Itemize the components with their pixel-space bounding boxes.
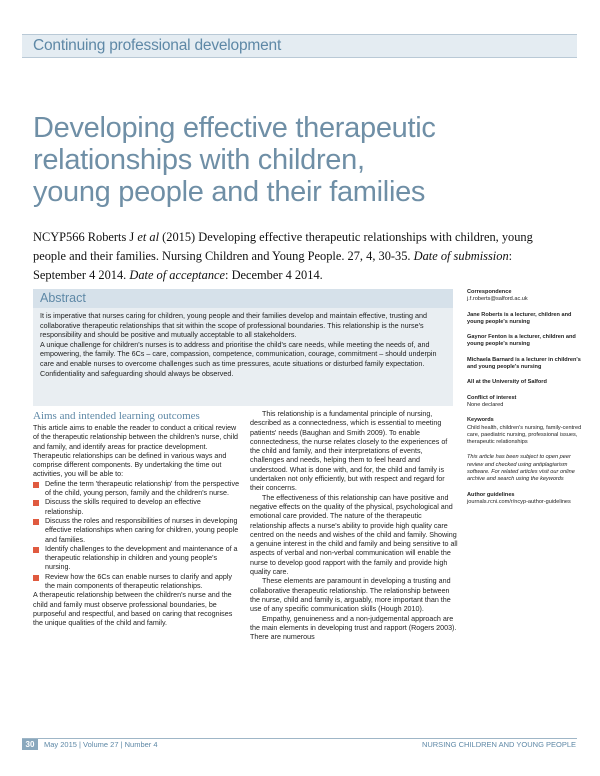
aims-intro: This article aims to enable the reader to conduct a critical review of the therapeutic relationship between the children's nurse, child and family, and identify areas for practice development. Therapeutic relationships can be defined in various ways and comprise different components. By undertaking the time out activities, you will be able to:	[33, 424, 238, 479]
column-left	[33, 424, 241, 629]
aims-heading: Aims and intended learning outcomes	[33, 410, 200, 422]
acceptance-label: Date of acceptance	[129, 268, 226, 282]
square-bullet-icon	[33, 500, 39, 506]
list-item: Discuss the skills required to develop an effective relationship.	[33, 498, 241, 517]
submission-date: September 4 2014.	[33, 268, 127, 282]
body-paragraph: This relationship is a fundamental principle of nursing, described as a connectedness, which is essential to meeting patients' needs (Baughan and Smith 2009). To enable connectedness, the nurse relates closely to the experiences of the child and family, and their interpretations of events, challenges and needs, helping them to feel heard and understood. What is done with, and for, the child and family is undertaken not only efficiently, but with respect and regard for their concerns.	[250, 410, 448, 493]
page-number: 30	[22, 739, 38, 750]
author-bio: Gaynor Fenton is a lecturer, children and young people's nursing	[467, 334, 576, 348]
correspondence-label: Correspondence	[467, 289, 512, 295]
guidelines-label: Author guidelines	[467, 491, 515, 498]
citation-text: (2015) Developing effective therapeutic relationships with children, young people and their families. Nursing Children and Young People. 27, 4, 30-35.	[33, 230, 533, 263]
title-line: Developing effective therapeutic	[33, 112, 436, 144]
abstract-paragraph: It is imperative that nurses caring for children, young people and their families develop and maintain effective, trusting and collaborative therapeutic relationships that sit within the scope of professional boundaries. This relationship is the nurse's responsibility and should be positive and mutually acceptable to all stakeholders.	[40, 311, 428, 340]
square-bullet-icon	[33, 575, 39, 581]
body-paragraph: The effectiveness of this relationship can have positive and negative effects on the quality of the physical, psychological and emotional care provided. The nature of the therapeutic relationship affects a nurse's ability to provide high quality care centred on the needs and wishes of the child and family. Showing a genuine interest in the child and family and being sensitive to all aspects of verbal and non-verbal communication will enable the nurse to develop good rapport with the family and provide high quality care.	[250, 493, 458, 577]
body-paragraph: These elements are paramount in developing a trusting and collaborative therapeutic relationship. The relationship between the nurse, child and family is, arguably, more important than the use of any specific communication skills (Hough 2010).	[250, 577, 451, 614]
issue-info: May 2015 | Volume 27 | Number 4	[44, 740, 158, 749]
list-item: Discuss the roles and responsibilities of nurses in developing effective relationships when caring for children, young people and families.	[33, 517, 241, 545]
abstract-header	[33, 289, 453, 308]
title-line: relationships with children,	[33, 144, 365, 176]
section-label: Continuing professional development	[33, 37, 282, 54]
submission-label: Date of submission	[413, 249, 509, 263]
review-note: This article has been subject to open peer review and checked using antiplagiarism software. For related articles visit our online archive and search using the keywords	[467, 454, 575, 483]
citation: NCYP566 Roberts J et al (2015) Developing effective therapeutic relationships with children, young people and their families. Nursing Children and Young People. 27, 4, 30-35. Date of submission: September 4 2014. Date of acceptance: December 4 2014.	[33, 230, 533, 282]
list-item: Define the term 'therapeutic relationship' from the perspective of the child, young person, family and the children's nurse.	[33, 480, 241, 499]
list-item: Identify challenges to the development and maintenance of a therapeutic relationship in children and young people's nursing.	[33, 545, 241, 573]
author-bio: Jane Roberts is a lecturer, children and young people's nursing	[467, 311, 572, 325]
conflict-text: None declared	[467, 401, 504, 408]
column-right	[250, 410, 458, 642]
abstract-paragraph: A unique challenge for children's nurses is to address and prioritise the child's care needs, while meeting the needs of, and empowering, the family. The 6Cs – care, compassion, competence, communication, courage, commitment – should underpin care and enable nurses to overcome challenges such as time pressures, acute situations or disturbed family expectation. Confidentiality and safeguarding should always be observed.	[40, 339, 437, 378]
author-bio: Michaela Barnard is a lecturer in children's and young people's nursing	[467, 356, 581, 371]
body-paragraph: Empathy, genuineness and a non-judgemental approach are the main elements in developing trust and rapport (Rogers 2003). There are numerous	[250, 614, 457, 642]
abstract-heading: Abstract	[40, 291, 86, 305]
article-title	[33, 112, 578, 208]
square-bullet-icon	[33, 519, 39, 525]
journal-name: NURSING CHILDREN AND YOUNG PEOPLE	[421, 740, 576, 749]
acceptance-date: December 4 2014.	[231, 268, 323, 282]
abstract-text	[40, 311, 450, 378]
title-line: young people and their families	[33, 176, 426, 208]
keywords-label: Keywords	[467, 417, 494, 424]
list-item: Review how the 6Cs can enable nurses to clarify and apply the main components of therapeutic relationships.	[33, 573, 241, 592]
citation-ref-code: NCYP566	[33, 230, 85, 244]
square-bullet-icon	[33, 547, 39, 553]
keywords-text: Child health, children's nursing, family-centred care, paediatric nursing, professional issues, therapeutic relationships	[467, 424, 582, 446]
square-bullet-icon	[33, 482, 39, 488]
conflict-label: Conflict of interest	[467, 394, 517, 401]
correspondence-email[interactable]: j.f.roberts@salford.ac.uk	[467, 296, 528, 303]
outcomes-list	[33, 480, 241, 592]
aims-closing: A therapeutic relationship between the children's nurse and the child and family must observe professional boundaries, be purposeful and respectful, and based on caring that recognises the unique qualities of the child and family.	[33, 591, 233, 628]
citation-etal: et al	[137, 230, 160, 244]
guidelines-url[interactable]: journals.rcni.com/r/ncyp-author-guidelines	[467, 498, 571, 505]
affiliation: All at the University of Salford	[467, 379, 547, 386]
footer-rule	[22, 738, 577, 739]
sidebar	[467, 289, 587, 514]
citation-authors: Roberts J	[87, 230, 135, 244]
